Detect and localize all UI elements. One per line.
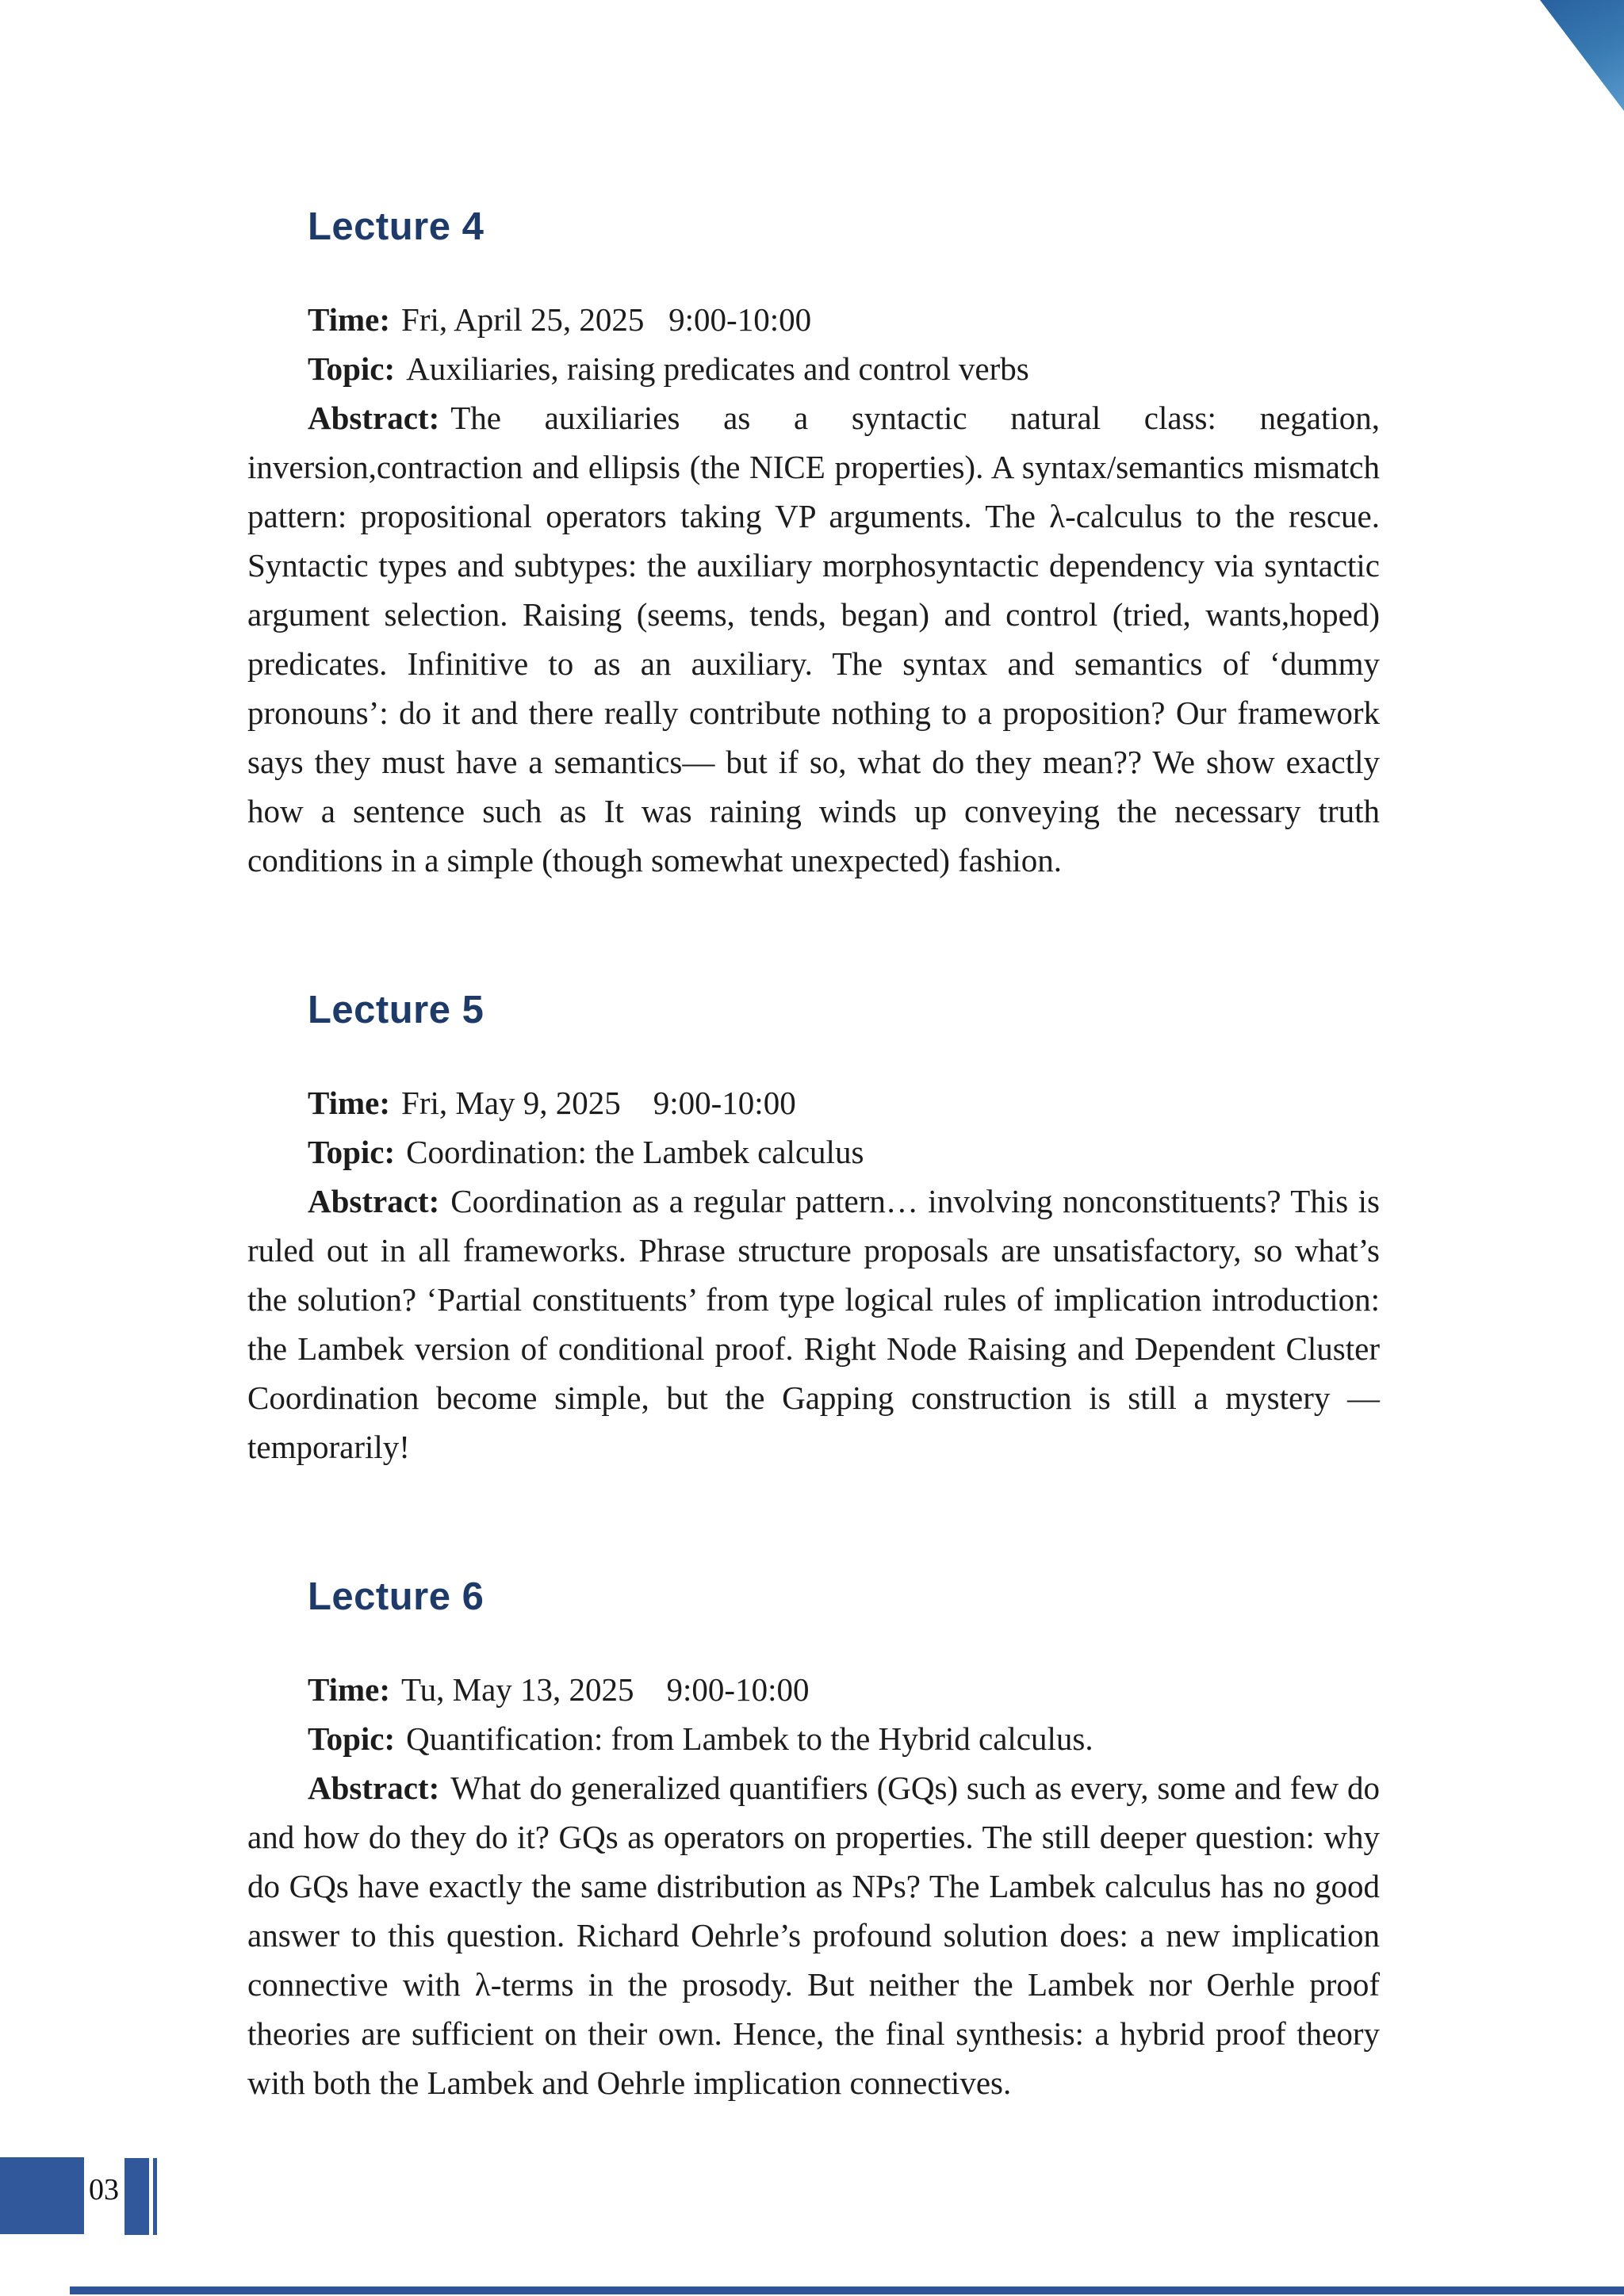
footer-bar-decoration: [124, 2158, 149, 2235]
footer-block-decoration: [0, 2157, 84, 2234]
abstract-label: Abstract:: [308, 1183, 440, 1219]
abstract-text: What do generalized quantifiers (GQs) such as every, some and few do and how do they do it? GQs as operators on properties. The still deeper question: why do GQs have exactly the same distribution as NPs? The Lambek calculus has no good answer to this question. Richard Oehrle’s profound solution does: a new implication connective with λ-terms in the prosody. But neither the Lambek nor Oerhle proof theories are sufficient on their own. Hence, the final synthesis: a hybrid proof theory with both the Lambek and Oehrle implication connectives.: [247, 1770, 1380, 2101]
lecture-time-line: [247, 295, 1380, 344]
topic-label: Topic:: [308, 350, 396, 387]
lecture-topic-line: [247, 344, 1380, 393]
abstract-text: The auxiliaries as a syntactic natural class: negation, inversion,contraction and ellipsis (the NICE properties). A syntax/semantics mismatch pattern: propositional operators taking VP arguments. The λ-calculus to the rescue. Syntactic types and subtypes: the auxiliary morphosyntactic dependency via syntactic argument selection. Raising (seems, tends, began) and control (tried, wants,hoped) predicates. Infinitive to as an auxiliary. The syntax and semantics of ‘dummy pronouns’: do it and there really contribute nothing to a proposition? Our framework says they must have a semantics— but if so, what do they mean?? We show exactly how a sentence such as It was raining winds up conveying the necessary truth conditions in a simple (though somewhat unexpected) fashion.: [247, 400, 1380, 878]
lecture-title: Lecture 4: [308, 205, 485, 248]
topic-value: Coordination: the Lambek calculus: [406, 1134, 864, 1170]
topic-value: Quantification: from Lambek to the Hybrid calculus.: [406, 1720, 1094, 1757]
lecture-time-line: [247, 1078, 1380, 1127]
lecture-abstract: [247, 1763, 1380, 2107]
abstract-text: Coordination as a regular pattern… involving nonconstituents? This is ruled out in all frameworks. Phrase structure proposals are unsatisfactory, so what’s the solution? ‘Partial constituents’ from type logical rules of implication introduction: the Lambek version of conditional proof. Right Node Raising and Dependent Cluster Coordination become simple, but the Gapping construction is still a mystery — temporarily!: [247, 1183, 1380, 1465]
lecture-abstract: [247, 1177, 1380, 1471]
lecture-section-6: [247, 1575, 1380, 2107]
topic-value: Auxiliaries, raising predicates and control verbs: [406, 350, 1029, 387]
lectures-content: [247, 0, 1380, 2210]
time-value: Fri, April 25, 2025 9:00-10:00: [401, 301, 812, 338]
lecture-section-5: [247, 988, 1380, 1471]
time-label: Time:: [308, 1671, 391, 1708]
lecture-section-4: [247, 205, 1380, 885]
lecture-abstract: [247, 393, 1380, 885]
page-number: 03: [89, 2173, 119, 2206]
time-value: Fri, May 9, 2025 9:00-10:00: [401, 1085, 796, 1121]
time-value: Tu, May 13, 2025 9:00-10:00: [401, 1671, 810, 1708]
topic-label: Topic:: [308, 1720, 396, 1757]
corner-triangle-decoration: [1540, 0, 1624, 111]
topic-label: Topic:: [308, 1134, 396, 1170]
lecture-topic-line: [247, 1714, 1380, 1763]
lecture-topic-line: [247, 1127, 1380, 1177]
footer-thin-bar-decoration: [153, 2158, 157, 2235]
time-label: Time:: [308, 301, 391, 338]
lecture-title: Lecture 5: [308, 989, 485, 1031]
lecture-time-line: [247, 1665, 1380, 1714]
abstract-label: Abstract:: [308, 1770, 440, 1806]
lecture-title: Lecture 6: [308, 1575, 485, 1618]
bottom-rule-decoration: [70, 2286, 1624, 2294]
abstract-label: Abstract:: [308, 400, 440, 436]
time-label: Time:: [308, 1085, 391, 1121]
